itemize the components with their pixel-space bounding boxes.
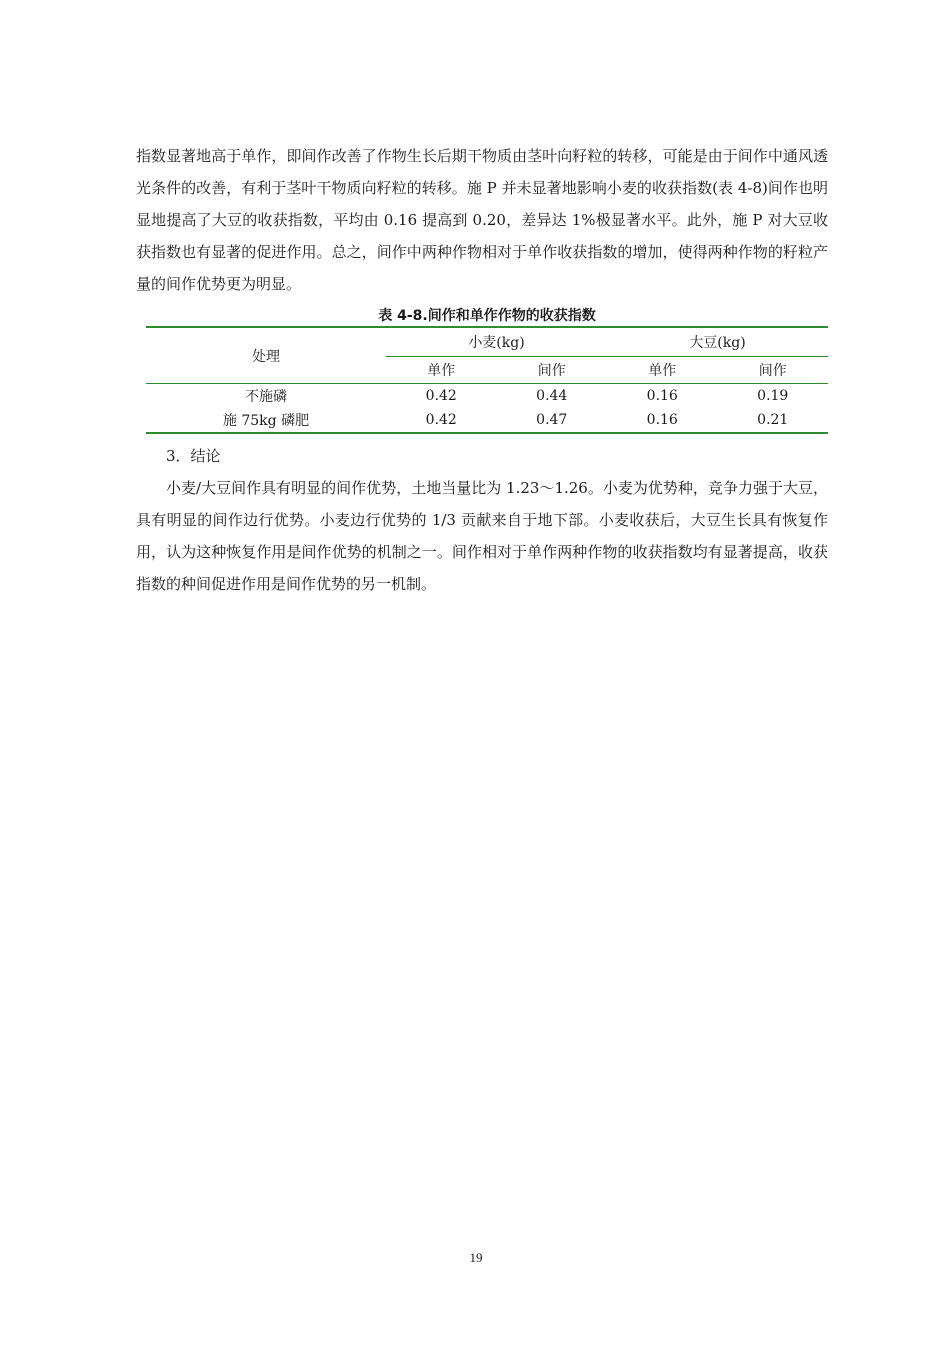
page-number: 19 [469,1250,483,1265]
subheader-wheat-mono: 单作 [386,357,497,384]
table-cell: 0.47 [536,412,568,428]
table-cell: 0.44 [536,388,568,404]
subheader-soy-inter: 间作 [718,357,829,384]
subheader-soy-mono: 单作 [607,357,718,384]
table-cell: 0.42 [425,388,457,404]
row-label: 施 75kg 磷肥 [222,413,310,429]
table-cell: 0.21 [757,412,789,428]
row-label: 不施磷 [245,389,287,405]
section-heading: 3．结论 [166,447,221,465]
table-row [146,384,828,409]
table-cell: 0.19 [757,388,789,404]
table-cell: 0.42 [425,412,457,428]
harvest-index-table [146,326,828,434]
table-cell: 0.16 [646,412,678,428]
table-row [146,408,828,433]
group-header-wheat: 小麦(kg) [468,335,525,351]
subheader-wheat-inter: 间作 [497,357,608,384]
table-cell: 0.16 [646,388,678,404]
row-header: 处理 [252,348,280,365]
table-title: 表 4-8.间作和单作作物的收获指数 [378,308,596,324]
intro-paragraph: 指数显著地高于单作，即间作改善了作物生长后期干物质由茎叶向籽粒的转移，可能是由于间作中通风透光条件的改善，有利于茎叶干物质向籽粒的转移。施 P 并未显著地影响小麦的收获指数(表 4-8)间作也明显地提高了大豆的收获指数，平均由 0.16 提高到 0.20，差异达 1%极显著水平。此外，施 P 对大豆收获指数也有显著的促进作用。总之，间作中两种作物相对于单作收获指数的增加，使得两种作物的籽粒产量的间作优势更为明显。 [136,147,828,293]
group-header-soybean: 大豆(kg) [689,335,746,351]
conclusion-paragraph: 小麦/大豆间作具有明显的间作优势，土地当量比为 1.23～1.26。小麦为优势种，竞争力强于大豆，具有明显的间作边行优势。小麦边行优势的 1/3 贡献来自于地下部。小麦收获后，大豆生长具有恢复作用，认为这种恢复作用是间作优势的机制之一。间作相对于单作两种作物的收获指数均有显著提高，收获指数的种间促进作用是间作优势的另一机制。 [136,479,828,593]
